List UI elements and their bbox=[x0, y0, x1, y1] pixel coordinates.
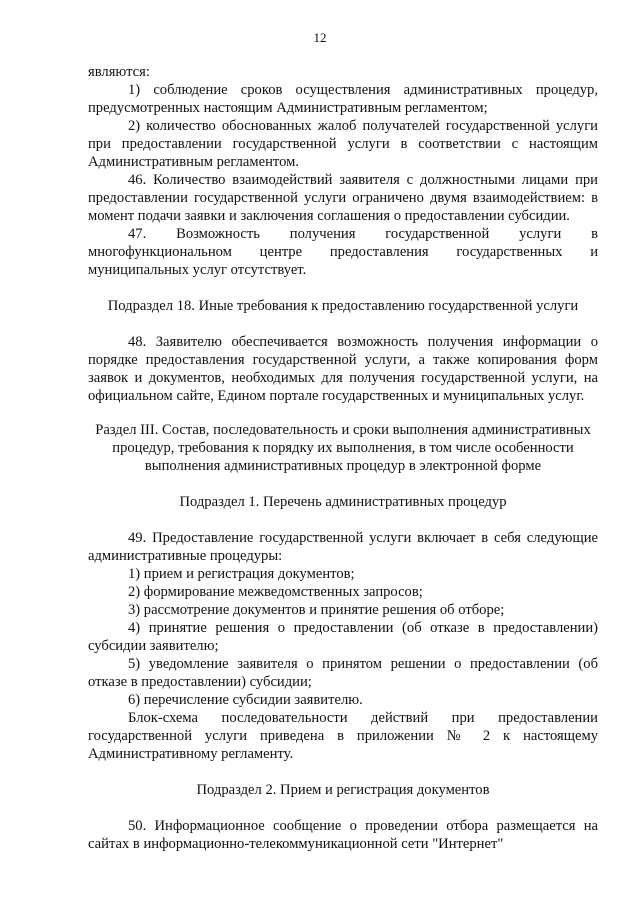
procedure-item-6: 6) перечисление субсидии заявителю. bbox=[128, 692, 363, 708]
subsection-2-heading: Подраздел 2. Прием и регистрация документов bbox=[196, 782, 490, 798]
section-3-heading: Раздел III. Состав, последовательность и сроки выполнения административных процедур, требования к порядку их выполнения, в том числе особенности выполнения административных процедур в электронной форме bbox=[95, 422, 591, 474]
procedure-item-1: 1) прием и регистрация документов; bbox=[128, 566, 355, 582]
paragraph-continuation: являются: bbox=[88, 64, 150, 80]
procedure-item-2: 2) формирование межведомственных запросов; bbox=[128, 584, 423, 600]
paragraph-48: 48. Заявителю обеспечивается возможность получения информации о порядке предоставления государственной услуги, а также копирования форм заявок и документов, необходимых для получения государственной услуги, на официальном сайте, Едином портале государственных и муниципальных услуг. bbox=[88, 334, 598, 404]
procedure-item-5: 5) уведомление заявителя о принятом решении о предоставлении (об отказе в предоставлении) субсидии; bbox=[88, 656, 598, 690]
paragraph-47: 47. Возможность получения государственной услуги в многофункциональном центре предоставления государственных и муниципальных услуг отсутствует. bbox=[88, 226, 598, 278]
paragraph-49: 49. Предоставление государственной услуги включает в себя следующие административные процедуры: bbox=[88, 530, 598, 564]
paragraph-50: 50. Информационное сообщение о проведении отбора размещается на сайтах в информационно-телекоммуникационной сети "Интернет" bbox=[88, 818, 598, 852]
subsection-18-heading: Подраздел 18. Иные требования к предоставлению государственной услуги bbox=[107, 298, 579, 314]
procedure-item-3: 3) рассмотрение документов и принятие решения об отборе; bbox=[128, 602, 505, 618]
flowchart-reference: Блок-схема последовательности действий при предоставлении государственной услуги приведена в приложении № 2 к настоящему Административному регламенту. bbox=[88, 710, 598, 762]
page-number: 12 bbox=[313, 30, 327, 45]
list-item-1: 1) соблюдение сроков осуществления административных процедур, предусмотренных настоящим Административным регламентом; bbox=[88, 82, 598, 116]
subsection-1-heading: Подраздел 1. Перечень административных процедур bbox=[179, 494, 507, 510]
document-body bbox=[88, 63, 598, 853]
procedure-item-4: 4) принятие решения о предоставлении (об отказе в предоставлении) субсидии заявителю; bbox=[88, 620, 598, 654]
paragraph-46: 46. Количество взаимодействий заявителя с должностными лицами при предоставлении государственной услуги ограничено двумя взаимодействием: в момент подачи заявки и заключения соглашения о предоставлении субсидии. bbox=[88, 172, 598, 224]
list-item-2: 2) количество обоснованных жалоб получателей государственной услуги при предоставлении государственной услуги в соответствии с настоящим Административным регламентом. bbox=[88, 118, 598, 170]
